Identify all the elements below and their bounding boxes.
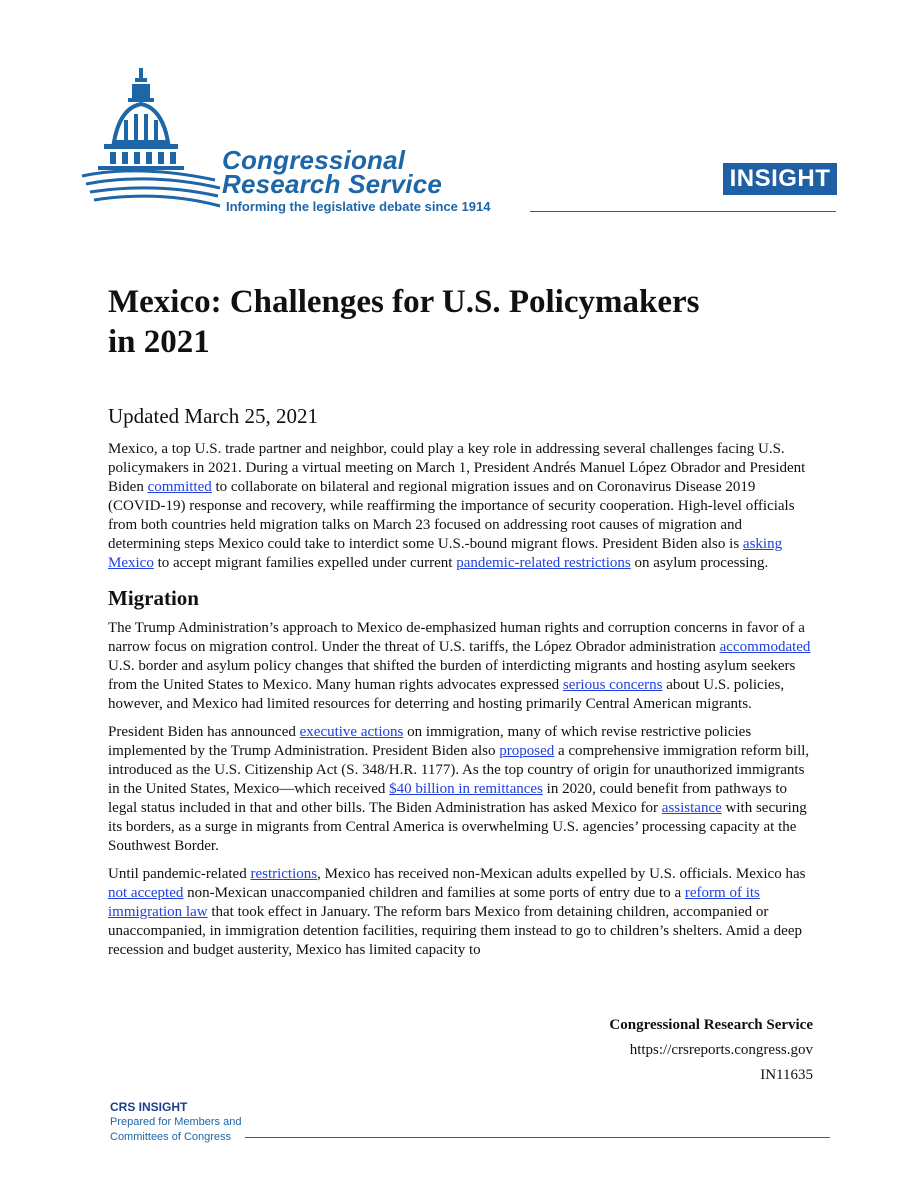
migration-paragraph-2 [108, 723, 813, 856]
text-run: with securing its borders, as a surge in migrants from Central America is overwhelming U.S. agencies’ processing capacity at the Southwest Border. [108, 800, 807, 854]
link-proposed[interactable]: proposed [499, 743, 555, 759]
footer-rule [245, 1137, 830, 1138]
text-run: Mexico, a top U.S. trade partner and neighbor, could play a key role in addressing several challenges facing U.S. policymakers in 2021. During a virtual meeting on March 1, President Andrés Manuel López Obrador and President Biden [108, 441, 806, 495]
link-asking-mexico[interactable]: asking Mexico [108, 536, 783, 571]
link-accommodated[interactable]: accommodated [719, 639, 811, 655]
org-name-line2: Research Service [222, 169, 443, 199]
footer-org-name: Congressional Research Service [609, 1017, 813, 1033]
text-run: The Trump Administration’s approach to Mexico de-emphasized human rights and corruption concerns in favor of a narrow focus on migration control. Under the threat of U.S. tariffs, the López Obrador administration [108, 620, 805, 655]
intro-paragraph [108, 440, 813, 573]
link-committed[interactable]: committed [147, 479, 212, 495]
text-run: to accept migrant families expelled under current [153, 555, 457, 571]
prepared-for-line1: Prepared for Members and [110, 1116, 242, 1128]
footer-url: https://crsreports.congress.gov [629, 1042, 813, 1058]
report-id: IN11635 [760, 1067, 813, 1083]
link-restrictions[interactable]: restrictions [250, 866, 318, 882]
migration-paragraph-1 [108, 619, 813, 714]
body-content [108, 440, 813, 969]
updated-date: Updated March 25, 2021 [108, 404, 318, 428]
page-title [108, 282, 828, 362]
link-remittances[interactable]: $40 billion in remittances [389, 781, 543, 797]
text-run: Until pandemic-related [108, 866, 251, 882]
text-run: , Mexico has received non-Mexican adults expelled by U.S. officials. Mexico has [317, 866, 806, 882]
link-serious-concerns[interactable]: serious concerns [562, 677, 663, 693]
link-executive-actions[interactable]: executive actions [299, 724, 404, 740]
text-run: President Biden has announced [108, 724, 300, 740]
crs-footer [609, 1013, 813, 1088]
link-pandemic-restrictions[interactable]: pandemic-related restrictions [456, 555, 631, 571]
prepared-for-line2: Committees of Congress [110, 1131, 232, 1143]
org-name-line1: Congressional [222, 145, 406, 175]
text-run: in 2020, could benefit from pathways to legal status included in that and other bills. The Biden Administration has asked Mexico for [108, 781, 788, 816]
link-not-accepted[interactable]: not accepted [108, 885, 184, 901]
text-run: on asylum processing. [630, 555, 769, 571]
title-line2: in 2021 [108, 324, 210, 360]
text-run: to collaborate on bilateral and regional migration issues and on Coronavirus Disease 2019 (COVID-19) response and recovery, while reaffirming the importance of security cooperation. High-level officials from both countries held migration talks on March 23 focused on addressing root causes of migration and determining steps Mexico could take to interdict some U.S.-bound migrant flows. President Biden also is [108, 479, 795, 552]
link-assistance[interactable]: assistance [661, 800, 722, 816]
section-heading-migration: Migration [108, 586, 199, 610]
migration-paragraph-3 [108, 865, 813, 960]
text-run: about U.S. policies, however, and Mexico had limited resources for deterring and hosting primarily Central American migrants. [108, 677, 785, 712]
tagline-rule [530, 211, 836, 212]
tagline: Informing the legislative debate since 1914 [226, 199, 491, 214]
link-reform-immigration-law[interactable]: reform of its immigration law [108, 885, 760, 920]
title-line1: Mexico: Challenges for U.S. Policymakers [108, 284, 700, 320]
text-run: non-Mexican unaccompanied children and families at some ports of entry due to a [183, 885, 685, 901]
insight-badge: INSIGHT [723, 163, 837, 195]
crs-insight-label: CRS INSIGHT [110, 1100, 188, 1114]
text-run: U.S. border and asylum policy changes that shifted the burden of interdicting migrants and hosting asylum seekers from the United States to Mexico. Many human rights advocates expressed [108, 658, 796, 693]
text-run: that took effect in January. The reform bars Mexico from detaining children, accompanied or unaccompanied, in immigration detention facilities, requiring them instead to go to children’s shelters. Amid a deep recession and budget austerity, Mexico has limited capacity to [108, 904, 802, 958]
text-run: a comprehensive immigration reform bill, introduced as the U.S. Citizenship Act (S. 348/H.R. 1177). As the top country of origin for unauthorized immigrants in the United States, Mexico—which received [108, 743, 810, 797]
crs-insight-footer [110, 1100, 241, 1145]
text-run: on immigration, many of which revise restrictive policies implemented by the Trump Administration. President Biden also [108, 724, 752, 759]
